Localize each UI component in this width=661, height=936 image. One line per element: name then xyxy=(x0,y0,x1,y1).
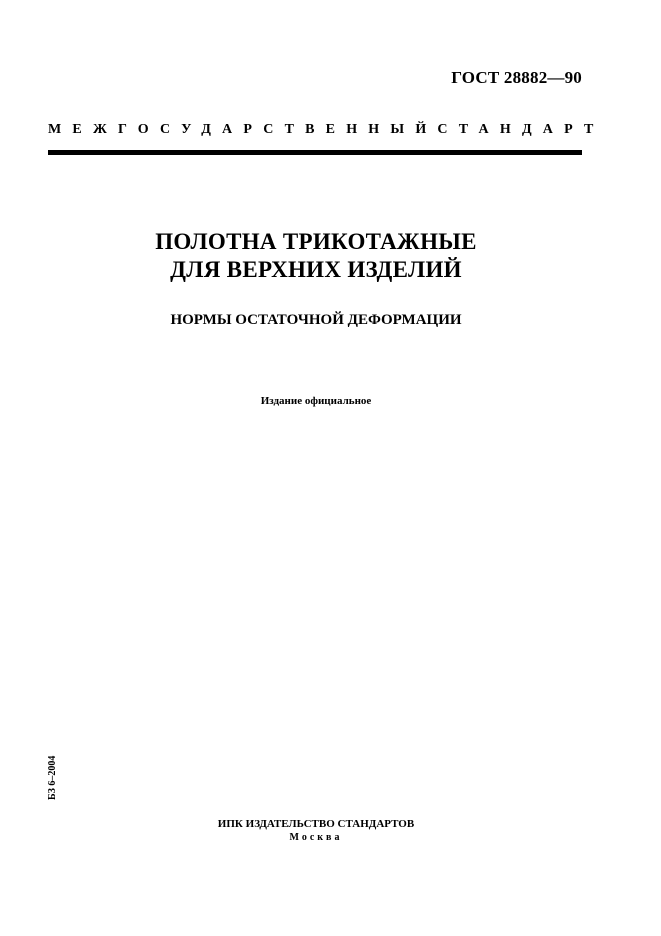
title-line: ПОЛОТНА ТРИКОТАЖНЫЕ xyxy=(155,229,477,254)
standard-header-word: СТАНДАРТ xyxy=(437,122,605,137)
title-line: ДЛЯ ВЕРХНИХ ИЗДЕЛИЙ xyxy=(170,257,462,282)
header-rule xyxy=(48,150,582,155)
side-catalog-code: БЗ 6–2004 xyxy=(47,755,58,800)
publisher-city: Москва xyxy=(289,832,343,843)
document-title xyxy=(0,228,632,284)
publisher-name: ИПК ИЗДАТЕЛЬСТВО СТАНДАРТОВ xyxy=(217,818,415,830)
edition-label: Издание официальное xyxy=(260,395,372,407)
interstate-standard-header xyxy=(48,122,605,138)
gost-code: ГОСТ 28882—90 xyxy=(451,68,582,87)
interstate-header-word: МЕЖГОСУДАРСТВЕННЫЙ xyxy=(48,122,438,137)
document-subtitle: НОРМЫ ОСТАТОЧНОЙ ДЕФОРМАЦИИ xyxy=(170,312,462,328)
